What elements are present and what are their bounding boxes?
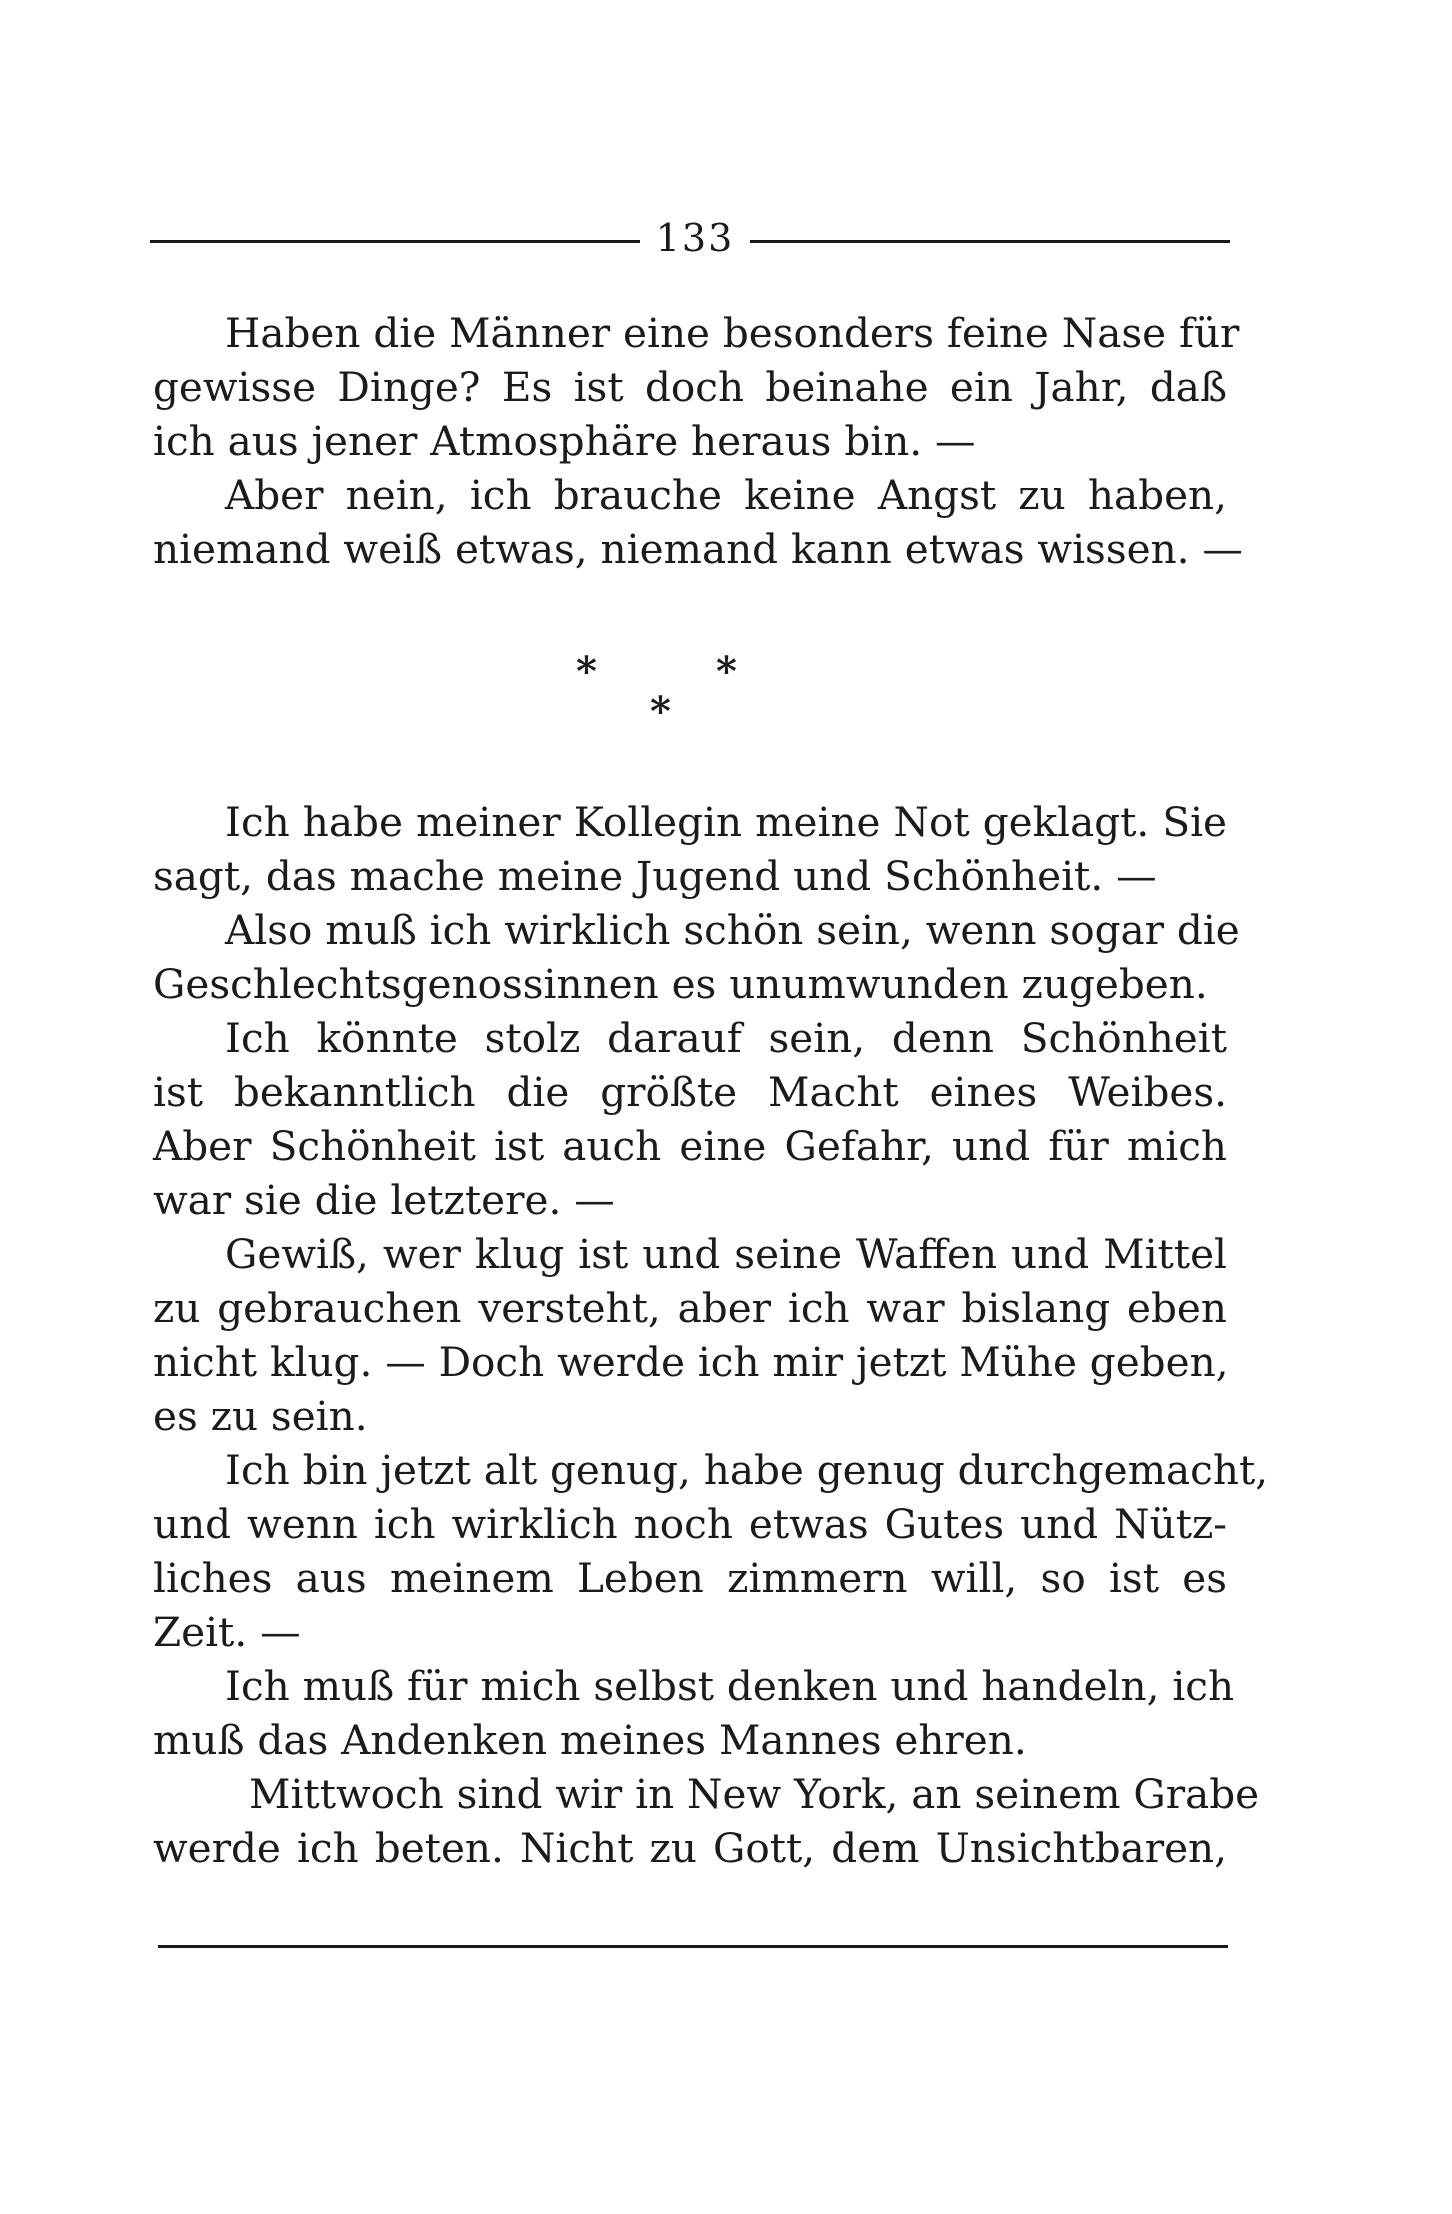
text-line: Gewiß, wer klug ist und seine Waffen und Mittel [225, 1230, 1227, 1278]
header-rule-right [750, 240, 1230, 243]
text-line: Ich bin jetzt alt genug, habe genug durchgemacht, [225, 1446, 1269, 1494]
text-line: war sie die letztere. — [153, 1176, 615, 1224]
text-line: Geschlechtsgenossinnen es unumwunden zugeben. [153, 960, 1208, 1008]
page-number: 133 [655, 216, 735, 260]
text-line: nicht klug. — Doch werde ich mir jetzt Mühe geben, [153, 1338, 1229, 1386]
text-line: Ich muß für mich selbst denken und handeln, ich [225, 1662, 1235, 1710]
text-line: Ich könnte stolz darauf sein, denn Schönheit [225, 1014, 1227, 1062]
text-line: zu gebrauchen versteht, aber ich war bislang eben [153, 1284, 1227, 1332]
text-line: Aber Schönheit ist auch eine Gefahr, und für mich [153, 1122, 1227, 1170]
text-line: niemand weiß etwas, niemand kann etwas wissen. — [153, 525, 1243, 573]
page-header [150, 210, 1230, 270]
footer-rule [158, 1945, 1228, 1948]
text-line: sagt, das mache meine Jugend und Schönheit. — [153, 852, 1157, 900]
text-line: muß das Andenken meines Mannes ehren. [153, 1716, 1027, 1764]
text-line: ist bekanntlich die größte Macht eines Weibes. [153, 1068, 1227, 1116]
text-line: und wenn ich wirklich noch etwas Gutes und Nütz- [153, 1500, 1227, 1548]
text-line: werde ich beten. Nicht zu Gott, dem Unsichtbaren, [153, 1824, 1227, 1872]
header-rule-left [150, 240, 640, 243]
asterisk: * [716, 648, 737, 695]
asterisk: * [650, 688, 671, 735]
text-line: Also muß ich wirklich schön sein, wenn sogar die [225, 906, 1240, 954]
section-separator-asterism [540, 640, 820, 740]
text-line: Haben die Männer eine besonders feine Nase für [225, 309, 1240, 357]
text-line: gewisse Dinge? Es ist doch beinahe ein Jahr, daß [153, 363, 1227, 411]
text-line: Aber nein, ich brauche keine Angst zu haben, [225, 471, 1227, 519]
text-line: Zeit. — [153, 1608, 301, 1656]
asterisk: * [576, 648, 597, 695]
text-line: Ich habe meiner Kollegin meine Not geklagt. Sie [225, 798, 1227, 846]
text-line: liches aus meinem Leben zimmern will, so ist es [153, 1554, 1227, 1602]
text-line: es zu sein. [153, 1392, 368, 1440]
text-line: Mittwoch sind wir in New York, an seinem Grabe [249, 1770, 1260, 1818]
text-line: ich aus jener Atmosphäre heraus bin. — [153, 417, 976, 465]
